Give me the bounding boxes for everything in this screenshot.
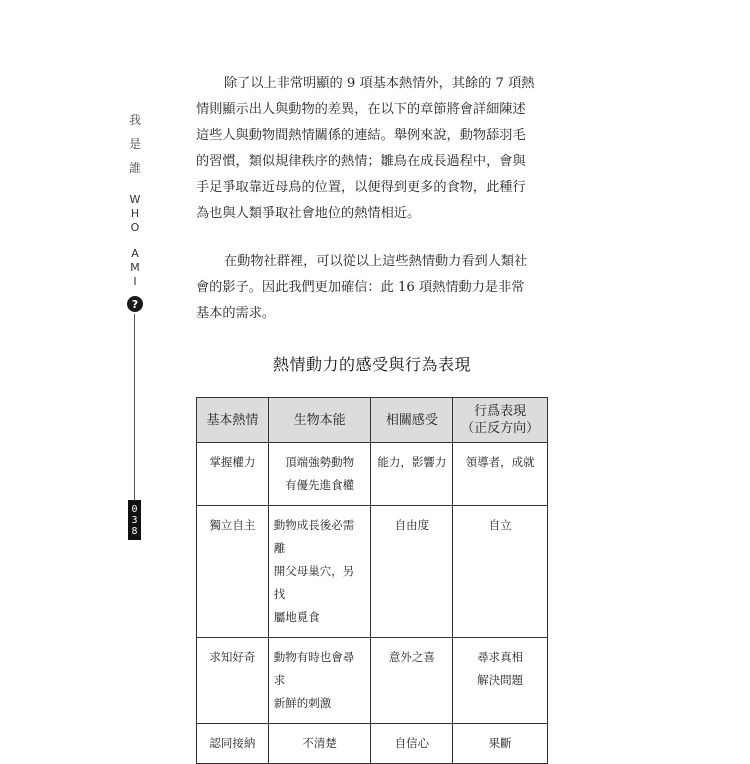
- cell-instinct: [268, 638, 371, 724]
- cell-line: 不清楚: [302, 736, 337, 750]
- cell-passion: 認同接納: [197, 724, 269, 764]
- cell-feeling: 意外之喜: [371, 638, 453, 724]
- cell-line: 頂端強勢動物: [285, 455, 355, 469]
- page-digit: 0: [131, 503, 138, 515]
- margin-divider: [134, 314, 135, 500]
- header-letter: O: [130, 220, 140, 234]
- cell-line: 尋求真相: [477, 650, 524, 664]
- paragraph-line: 會的影子。因此我們更加確信：此 16 項熱情動力是非常: [196, 280, 525, 295]
- page-digit: 8: [131, 525, 138, 537]
- table-row: [197, 506, 548, 638]
- header-line: 行爲表現: [474, 404, 527, 419]
- cell-line: 新鮮的刺激: [273, 696, 332, 710]
- cell-behavior: [453, 638, 548, 724]
- paragraph-line: 基本的需求。: [196, 306, 276, 321]
- cell-line: 屬地覓食: [273, 610, 320, 624]
- header-letter: W: [129, 192, 141, 206]
- header-line: （正反方向）: [461, 421, 540, 436]
- table-row: [197, 638, 548, 724]
- header-cell-feeling: 相關感受: [371, 398, 453, 443]
- cell-line: 開父母巢穴，另找: [273, 564, 355, 601]
- header-char: 我: [128, 113, 141, 127]
- header-letter: H: [130, 206, 140, 220]
- table-row: [197, 724, 548, 764]
- paragraph-line: 為也與人類爭取社會地位的熱情相近。: [196, 206, 421, 221]
- header-letter: M: [130, 260, 140, 274]
- table-title: 熱情動力的感受與行為表現: [272, 355, 471, 374]
- cell-behavior: [453, 506, 548, 638]
- cell-passion: 求知好奇: [197, 638, 269, 724]
- cell-feeling: 自由度: [371, 506, 453, 638]
- header-char: 是: [128, 137, 141, 151]
- header-letter: I: [133, 274, 137, 288]
- paragraph-line: 除了以上非常明顯的 9 項基本熱情外，其餘的 7 項熱: [224, 76, 535, 91]
- cell-line: 解決問題: [477, 673, 524, 687]
- cell-line: 有優先進食權: [285, 478, 355, 492]
- header-letter: A: [131, 246, 139, 260]
- cell-line: 領導者，成就: [465, 455, 535, 469]
- passion-table: [196, 397, 548, 764]
- cell-feeling: 自信心: [371, 724, 453, 764]
- cell-feeling: 能力，影響力: [371, 443, 453, 506]
- cell-behavior: [453, 443, 548, 506]
- cell-instinct: [268, 443, 371, 506]
- cell-passion: 獨立自主: [197, 506, 269, 638]
- paragraph-line: 情則顯示出人與動物的差異，在以下的章節將會詳細陳述: [196, 102, 526, 117]
- header-cell-behavior: [453, 398, 548, 443]
- table-header-row: [197, 398, 548, 443]
- cell-behavior: [453, 724, 548, 764]
- body-paragraph-1: [196, 71, 562, 227]
- header-cell-instinct: 生物本能: [268, 398, 371, 443]
- cell-line: 果斷: [488, 736, 512, 750]
- header-char: 誰: [128, 161, 141, 175]
- paragraph-line: 這些人與動物間熱情關係的連結。舉例來說，動物舔羽毛: [196, 128, 526, 143]
- running-header: [126, 108, 144, 288]
- header-cell-passion: 基本熱情: [197, 398, 269, 443]
- question-mark-icon: ?: [127, 296, 143, 312]
- cell-line: 動物有時也會尋求: [273, 650, 355, 687]
- page-digit: 3: [131, 514, 138, 526]
- paragraph-line: 在動物社群裡，可以從以上這些熱情動力看到人類社: [224, 254, 528, 269]
- table-row: [197, 443, 548, 506]
- cell-instinct: [268, 724, 371, 764]
- paragraph-line: 的習慣，類似規律秩序的熱情；雛鳥在成長過程中，會與: [196, 154, 526, 169]
- page-number: [128, 500, 141, 540]
- cell-instinct: [268, 506, 371, 638]
- cell-line: 自立: [488, 518, 512, 532]
- cell-line: 動物成長後必需離: [273, 518, 355, 555]
- cell-passion: 掌握權力: [197, 443, 269, 506]
- paragraph-line: 手足爭取靠近母鳥的位置，以便得到更多的食物，此種行: [196, 180, 526, 195]
- body-paragraph-2: [196, 249, 562, 327]
